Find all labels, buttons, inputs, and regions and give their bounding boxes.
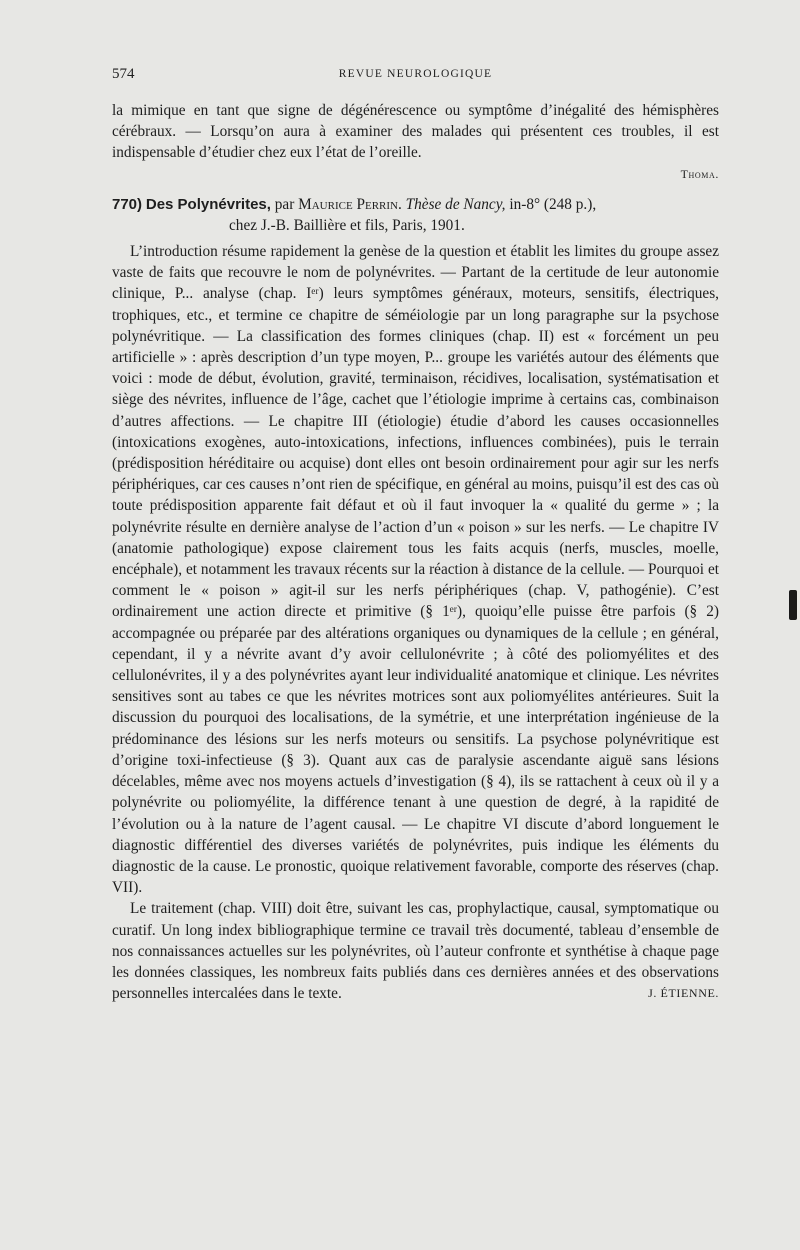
continued-paragraph: la mimique en tant que signe de dégénérescence ou symptôme d’inégalité des hémisphères cérébraux. — Lorsqu’on aura à examiner des malades qui présentent ces troubles, il est indispensable d’étudier chez eux l’état de l’oreille.: [112, 102, 719, 162]
review-source: Thèse de Nancy,: [405, 195, 506, 213]
review-signature: J. ÉTIENNE.: [648, 986, 719, 1001]
review-publisher: chez J.-B. Baillière et fils, Paris, 1901.: [229, 216, 465, 234]
review-heading: [112, 194, 719, 236]
running-head: [112, 66, 719, 86]
page-edge-mark: [789, 590, 797, 620]
review-title: Des Polynévrites,: [145, 195, 271, 213]
continued-signature: Thoma.: [680, 166, 719, 181]
review-number: 770): [112, 195, 143, 213]
review-author: Maurice Perrin.: [298, 195, 402, 213]
review-by: par: [274, 195, 295, 213]
review-paragraph-1: L’introduction résume rapidement la genèse de la question et établit les limites du groupe assez vaste de faits que recouvre le nom de polynévrites. — Partant de la certitude de leur autonomie clinique, P... analyse (chap. Iᵉʳ) leurs symptômes généraux, moteurs, sensitifs, électriques, trophiques, etc., et termine ce chapitre de séméiologie par un long paragraphe sur la psychose polynévritique. — La classification des formes cliniques (chap. II) est « forcément un peu artificielle » : après description d’un type moyen, P... groupe les variétés autour des éléments que voici : mode de début, évolution, gravité, terminaison, récidives, localisation, systématisation et siège des névrites, influence de l’âge, cachet que l’étiologie imprime à certains cas, combinaison d’autres affections. — Le chapitre III (étiologie) étudie d’abord les causes occasionnelles (intoxications exogènes, auto-intoxications, infections, influences combinées), puis le terrain (prédisposition héréditaire ou acquise) dont elles ont besoin ordinairement pour agir sur les nerfs périphériques, car ces causes n’ont rien de spécifique, en général au moins, puisqu’il est des cas où toute prédisposition apparente fait défaut et où il faut invoquer la « qualité du germe » ; la polynévrite résulte en dernière analyse de l’action d’un « poison » sur les nerfs. — Le chapitre IV (anatomie pathologique) expose clairement tous les faits acquis (nerfs, muscles, moelle, encéphale), et notamment les travaux récents sur la réaction à distance de la cellule. — Pourquoi et comment le « poison » agit-il sur les nerfs périphériques (chap. V, pathogénie). C’est ordinairement une action directe et primitive (§ 1ᵉʳ), quoiqu’elle puisse être parfois (§ 2) accompagnée ou préparée par des altérations organiques ou dynamiques de la cellule ; en général, cependant, il y a névrite avant d’y avoir cellulonévrite ; à côté des poliomyélites et des cellulonévrites, il y a des polynévrites ayant leur individualité anatomique et clinique. Les névrites sensitives sont au tabes ce que les névrites motrices sont aux poliomyélites antérieures. Suit la discussion du pourquoi des localisations, de la symétrie, et une interprétation ingénieuse de la prédominance des lésions sur les nerfs moteurs ou sensitifs. La psychose polynévritique est d’origine toxi-infectieuse (§ 3). Quant aux cas de paralysie ascendante aiguë sans lésions décelables, même avec nos moyens actuels d’investigation (§ 4), ils se rattachent à ceux où il y a polynévrite ou poliomyélite, la différence tenant à une question de degré, à la rapidité de l’évolution ou à la nature de l’agent causal. — Le chapitre VI discute d’abord longuement le diagnostic différentiel des diverses variétés de polynévrites, puis indique les éléments du diagnostic de la cause. Le pronostic, quoique relativement favorable, comporte des réserves (chap. VII).: [112, 243, 719, 897]
page-number: 574: [112, 66, 135, 82]
review-paragraph-2-text: Le traitement (chap. VIII) doit être, suivant les cas, prophylactique, causal, symptomatique ou curatif. Un long index bibliographique termine ce travail très documenté, tableau d’ensemble de nos connaissances actuelles sur les polynévrites, où l’auteur confronte et synthétise à chaque page les données classiques, les nombreux faits publiés dans ces dernières années et des observations personnelles intercalées dans le texte.: [112, 900, 719, 1003]
page-body: [112, 100, 719, 1004]
review-paragraph-2: [112, 898, 719, 1004]
journal-title: REVUE NEUROLOGIQUE: [338, 68, 493, 80]
review-details: in-8° (248 p.),: [509, 195, 597, 213]
